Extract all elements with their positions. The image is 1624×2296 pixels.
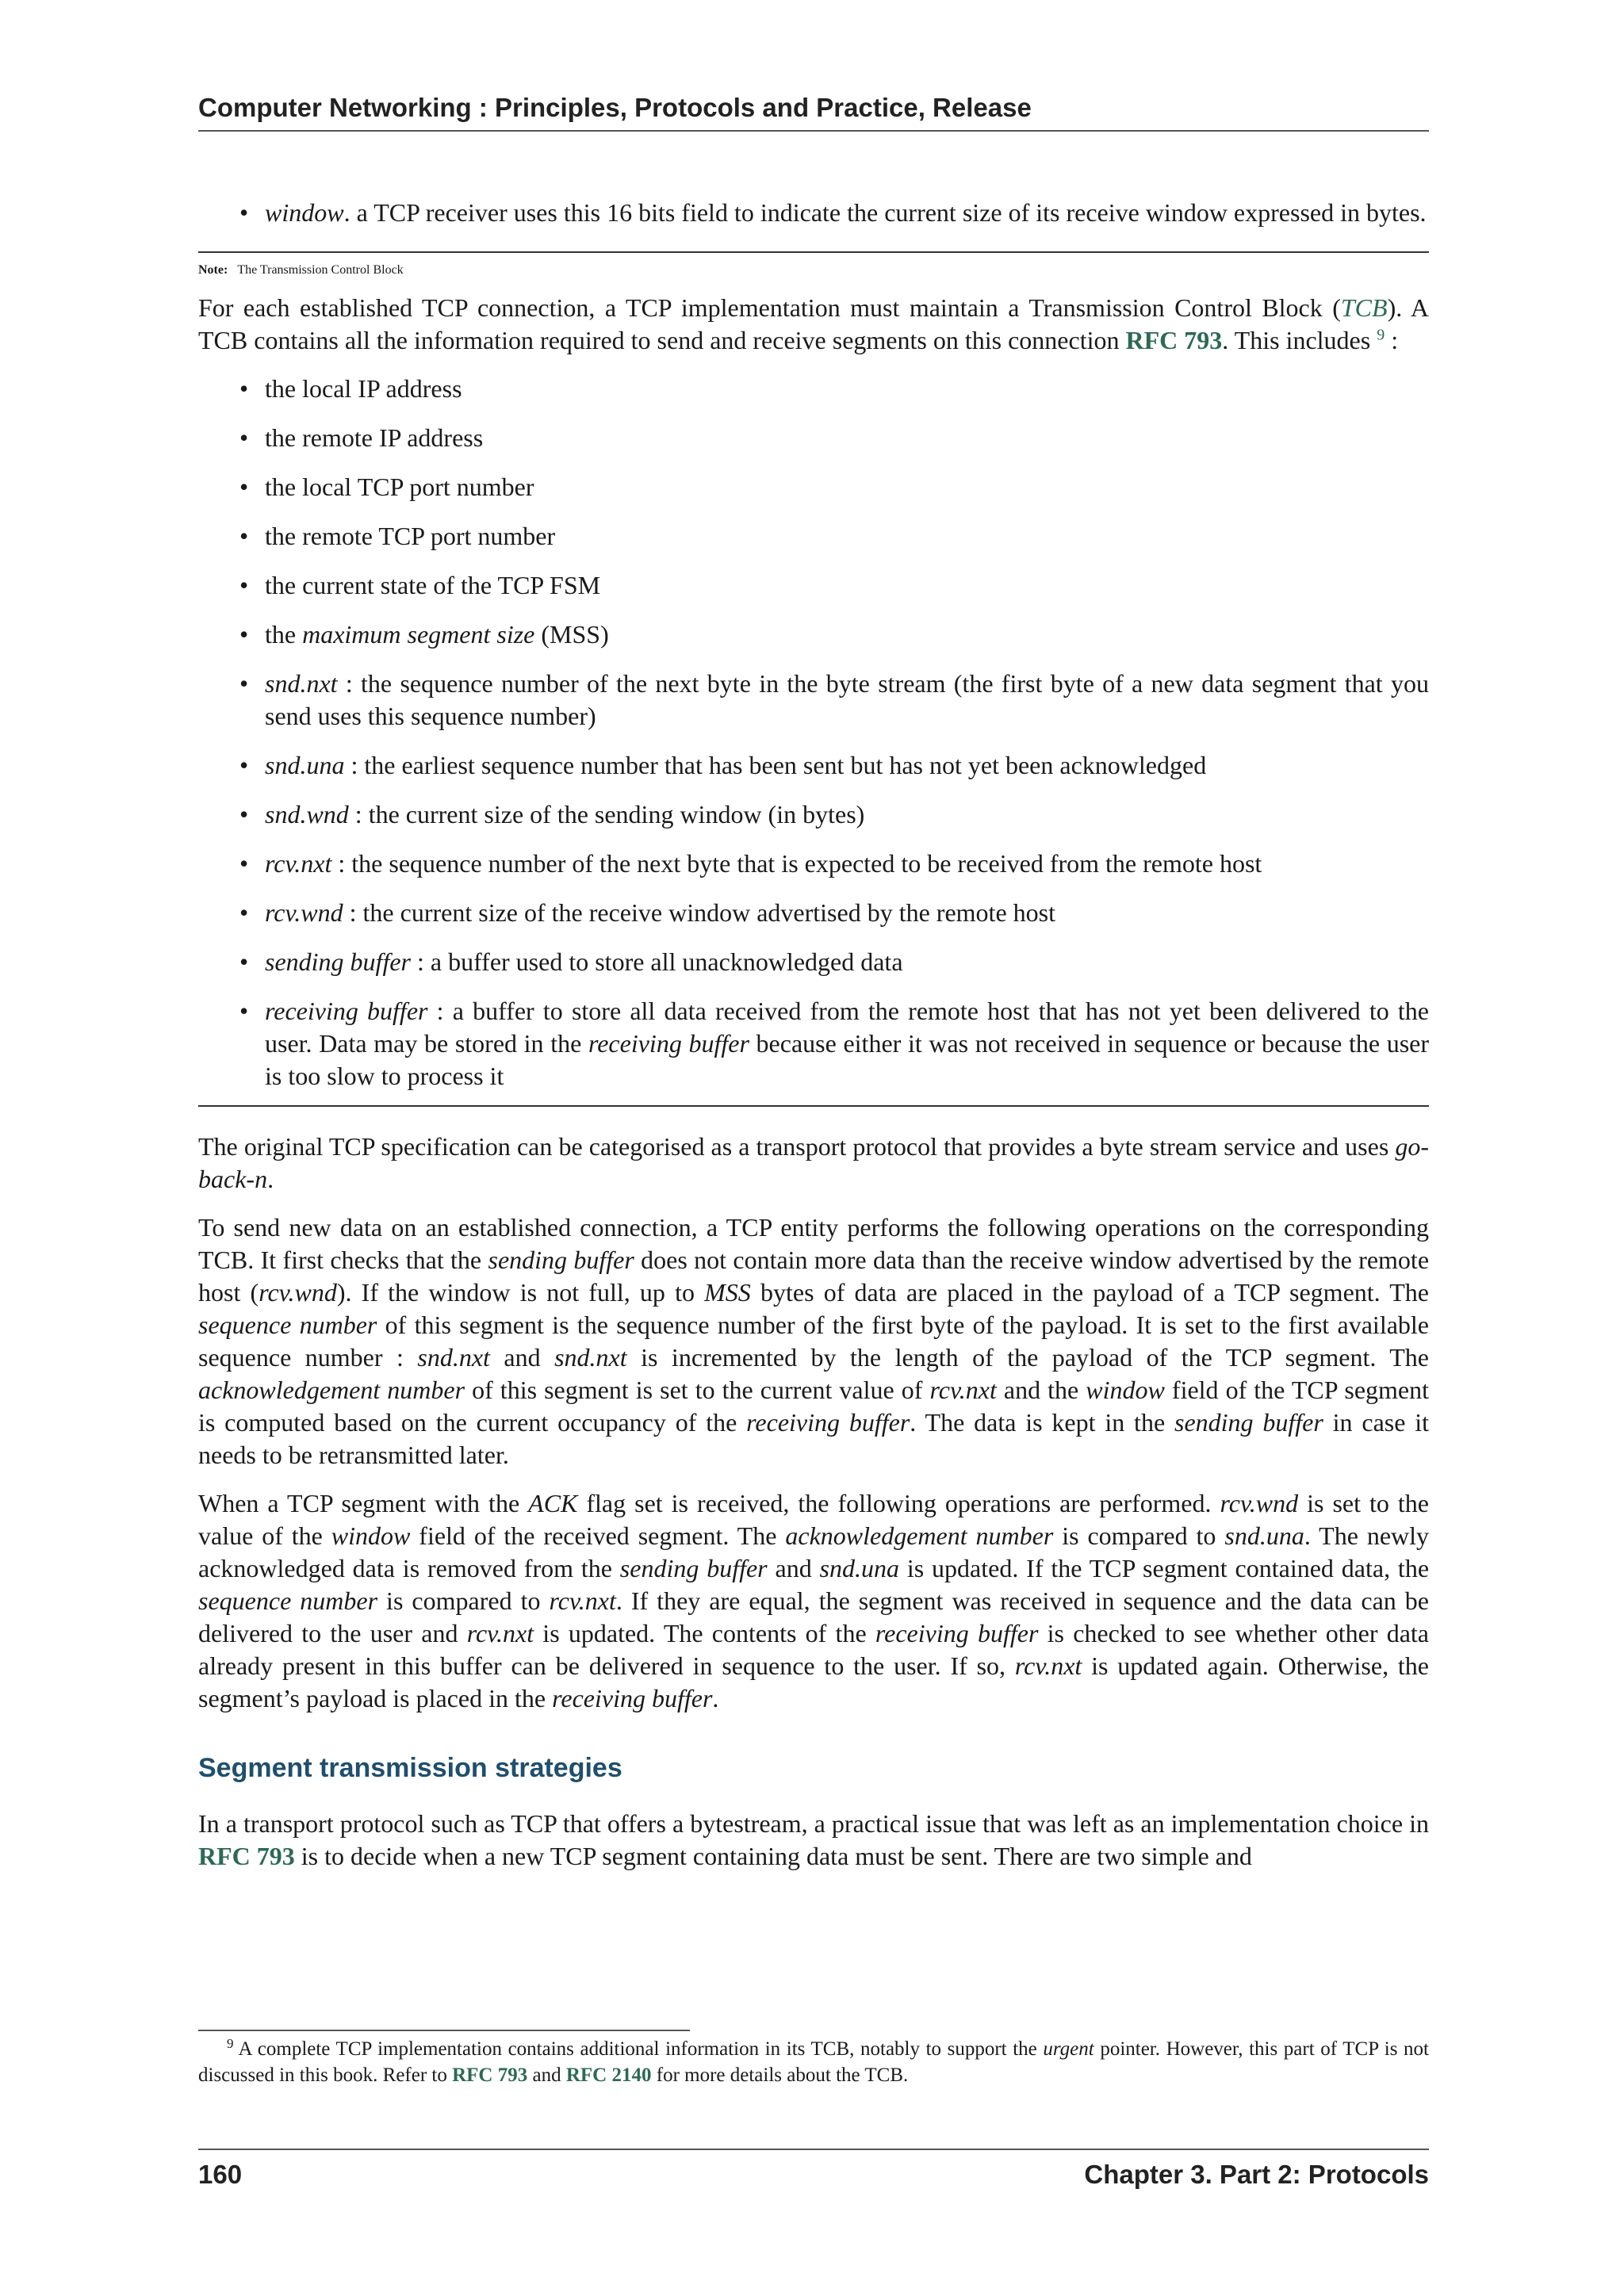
paragraph: The original TCP specification can be categorised as a transport protocol that provides a byte stream service and uses go-back-n.	[198, 1132, 1429, 1193]
list-item: • the current state of the TCP FSM	[198, 569, 1429, 602]
list-item: • the local IP address	[198, 373, 1429, 405]
tcb-glossary-link[interactable]: TCB	[1340, 293, 1388, 322]
rfc-793-link[interactable]: RFC 793	[198, 1842, 295, 1870]
list-item: • rcv.nxt : the sequence number of the next byte that is expected to be received from the remote host	[198, 848, 1429, 880]
page-number: 160	[198, 2160, 243, 2189]
list-item: • snd.wnd : the current size of the sending window (in bytes)	[198, 798, 1429, 831]
running-header: Computer Networking : Principles, Protocols and Practice, Release	[198, 93, 1429, 132]
list-item: • the maximum segment size (MSS)	[198, 618, 1429, 651]
tcb-contents-list	[198, 373, 1429, 1093]
footnote-number: 9	[227, 2035, 234, 2051]
document-page	[198, 0, 1429, 2296]
chapter-title: Chapter 3. Part 2: Protocols	[1084, 2160, 1429, 2189]
running-footer	[198, 2149, 1429, 2190]
paragraph: When a TCP segment with the ACK flag set is received, the following operations are performed. rcv.wnd is set to the value of the window field of the received segment. The acknowledgement number is compared to snd.una. The newly acknowledged data is removed from the sending buffer and snd.una is updated. If the TCP segment contained data, the sequence number is compared to rcv.nxt. If they are equal, the segment was received in sequence and the data can be delivered to the user and rcv.nxt is updated. The contents of the receiving buffer is checked to see whether other data already present in this buffer can be delivered in sequence to the user. If so, rcv.nxt is updated again. Otherwise, the segment’s payload is placed in the receiving buffer.	[198, 1489, 1430, 1712]
list-item: • the local TCP port number	[198, 471, 1429, 503]
rfc-793-link[interactable]: RFC 793	[1125, 326, 1223, 354]
list-item: • rcv.wnd : the current size of the receive window advertised by the remote host	[198, 897, 1429, 929]
list-item: • snd.nxt : the sequence number of the next byte in the byte stream (the first byte of a new data segment that you send uses this sequence number)	[198, 668, 1429, 733]
list-item: • the remote IP address	[198, 422, 1429, 454]
list-item: • the remote TCP port number	[198, 520, 1429, 553]
list-item: • receiving buffer : a buffer to store all data received from the remote host that has not yet been delivered to the user. Data may be stored in the receiving buffer because either it was not received in sequence or because the user is too slow to process it	[198, 995, 1429, 1093]
term: window	[265, 198, 344, 227]
footnote-ref-9[interactable]: 9	[1377, 326, 1385, 344]
note-title: The Transmission Control Block	[237, 263, 404, 277]
paragraph: To send new data on an established connection, a TCP entity performs the following operations on the corresponding TCB. It first checks that the sending buffer does not contain more data than the receive window advertised by the remote host (rcv.wnd). If the window is not full, up to MSS bytes of data are placed in the payload of a TCP segment. The sequence number of this segment is the sequence number of the first byte of the payload. It is set to the first available sequence number : snd.nxt and snd.nxt is incremented by the length of the payload of the TCP segment. The acknowledgement number of this segment is set to the current value of rcv.nxt and the window field of the TCP segment is computed based on the current occupancy of the receiving buffer. The data is kept in the sending buffer in case it needs to be retransmitted later.	[198, 1213, 1430, 1469]
rfc-2140-link[interactable]: RFC 2140	[565, 2064, 652, 2086]
section-heading: Segment transmission strategies	[198, 1753, 622, 1783]
note-box	[198, 251, 1429, 1107]
rfc-793-link[interactable]: RFC 793	[452, 2064, 528, 2086]
note-label: Note:	[198, 263, 228, 277]
note-intro: For each established TCP connection, a TCP implementation must maintain a Transmission Control Block (TCB). A TCB contains all the information required to send and receive segments on this connection RFC 793. This includes $^9$ :	[198, 293, 1430, 354]
footnote-rule	[198, 2030, 690, 2031]
footnote: $^9$ A complete TCP implementation contains additional information in its TCB, notably to support the urgent pointer. However, this part of TCP is not discussed in this book. Refer to RFC 793 and RFC 2140 for more details about the TCB.	[198, 2035, 1429, 2086]
note-heading	[198, 263, 1429, 277]
list-item: • sending buffer : a buffer used to store all unacknowledged data	[198, 946, 1429, 978]
field-list	[198, 197, 1429, 229]
list-item: • snd.una : the earliest sequence number that has been sent but has not yet been acknowledged	[198, 749, 1429, 782]
main-content	[198, 197, 1429, 1888]
list-item: • window. a TCP receiver uses this 16 bits field to indicate the current size of its receive window expressed in bytes.	[198, 197, 1429, 229]
paragraph: In a transport protocol such as TCP that offers a bytestream, a practical issue that was left as an implementation choice in RFC 793 is to decide when a new TCP segment containing data must be sent. There are two simple and	[198, 1809, 1429, 1870]
